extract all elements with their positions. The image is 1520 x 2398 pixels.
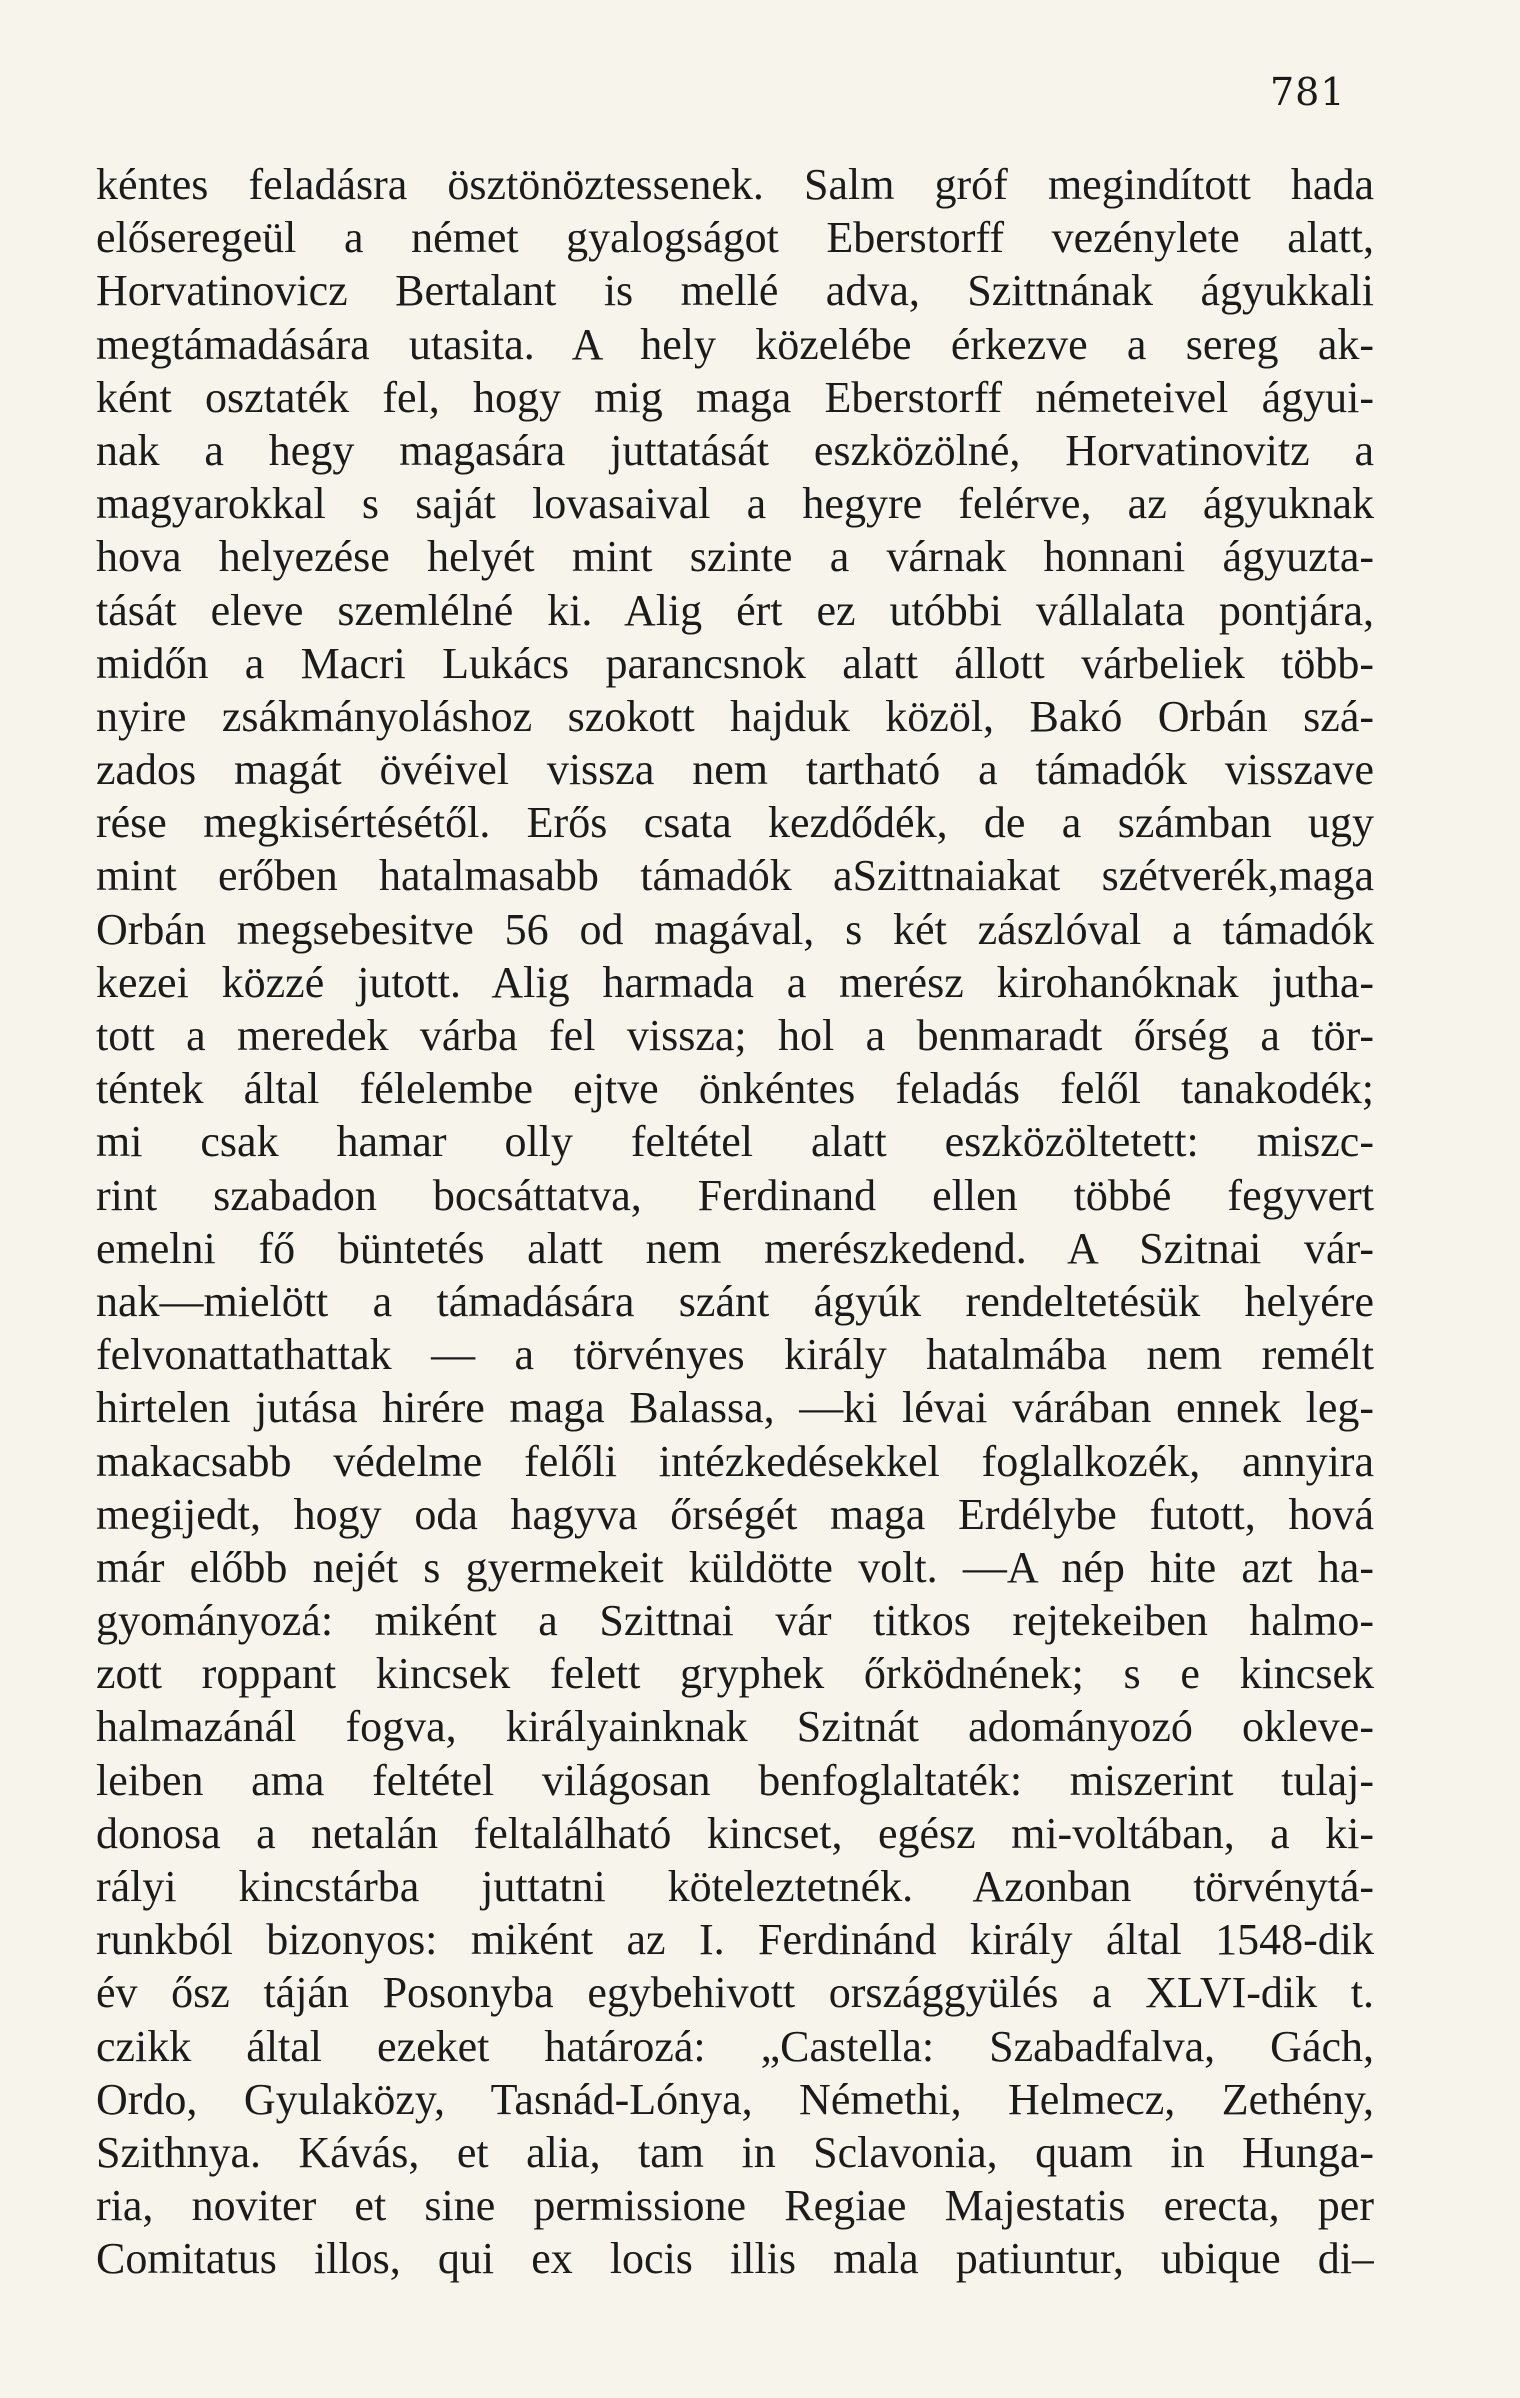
text-line: runkból bizonyos: miként az I. Ferdinánd király által 1548-dik	[96, 1915, 1374, 1965]
text-line: már előbb nejét s gyermekeit küldötte volt. —A nép hite azt ha-	[96, 1542, 1374, 1592]
text-line: mi csak hamar olly feltétel alatt eszközöltetett: miszc-	[96, 1117, 1374, 1167]
text-line: év ősz táján Posonyba egybehivott országgyülés a XLVI-dik t.	[96, 1968, 1374, 2018]
text-line: megijedt, hogy oda hagyva őrségét maga Erdélybe futott, hová	[96, 1489, 1374, 1539]
text-line: zott roppant kincsek felett gryphek őrködnének; s e kincsek	[96, 1649, 1374, 1699]
text-line: Szithnya. Kávás, et alia, tam in Sclavonia, quam in Hunga-	[96, 2127, 1374, 2177]
text-line: midőn a Macri Lukács parancsnok alatt állott várbeliek több-	[96, 638, 1374, 688]
text-line: mint erőben hatalmasabb támadók aSzittnaiakat szétverék,maga	[96, 851, 1374, 901]
text-line: tott a meredek várba fel vissza; hol a benmaradt őrség a tör-	[96, 1011, 1374, 1060]
text-line: Orbán megsebesitve 56 od magával, s két zászlóval a támadók	[96, 904, 1374, 954]
text-line: téntek által félelembe ejtve önkéntes feladás felől tanakodék;	[96, 1064, 1374, 1114]
text-line: hova helyezése helyét mint szinte a várnak honnani ágyuzta-	[96, 532, 1374, 582]
text-line: kéntes feladásra ösztönöztessenek. Salm gróf megindított hada	[96, 160, 1374, 209]
text-line: gyományozá: miként a Szittnai vár titkos rejtekeiben halmo-	[96, 1596, 1374, 1646]
text-line: Comitatus illos, qui ex locis illis mala patiuntur, ubique di–	[96, 2234, 1374, 2284]
body-text	[96, 158, 1374, 2286]
text-line: megtámadására utasita. A hely közelébe érkezve a sereg ak-	[96, 319, 1374, 369]
text-line: felvonattathattak — a törvényes király hatalmába nem remélt	[96, 1330, 1374, 1380]
text-line: donosa a netalán feltalálható kincset, egész mi-voltában, a ki-	[96, 1808, 1374, 1858]
text-line: ként osztaték fel, hogy mig maga Eberstorff németeivel ágyui-	[96, 372, 1374, 422]
text-line: halmazánál fogva, királyainknak Szitnát adományozó okleve-	[96, 1702, 1374, 1752]
text-line: makacsabb védelme felőli intézkedésekkel foglalkozék, annyira	[96, 1436, 1374, 1486]
text-line: leiben ama feltétel világosan benfoglaltaték: miszerint tulaj-	[96, 1755, 1374, 1805]
text-line: Ordo, Gyulaközy, Tasnád-Lónya, Némethi, Helmecz, Zethény,	[96, 2074, 1374, 2124]
text-line: tását eleve szemlélné ki. Alig ért ez utóbbi vállalata pontjára,	[96, 585, 1374, 635]
page-number: 781	[1270, 70, 1346, 114]
text-line: rint szabadon bocsáttatva, Ferdinand ellen többé fegyvert	[96, 1170, 1374, 1220]
text-line: Horvatinovicz Bertalant is mellé adva, Szittnának ágyukkali	[96, 266, 1374, 316]
text-line: magyarokkal s saját lovasaival a hegyre felérve, az ágyuknak	[96, 479, 1374, 529]
text-line: nak a hegy magasára juttatását eszközölné, Horvatinovitz a	[96, 425, 1374, 475]
text-line: ria, noviter et sine permissione Regiae Majestatis erecta, per	[96, 2181, 1374, 2231]
text-line: rése megkisértésétől. Erős csata kezdődék, de a számban ugy	[96, 798, 1374, 848]
text-line: hirtelen jutása hirére maga Balassa, —ki lévai várában ennek leg-	[96, 1383, 1374, 1433]
text-line: előseregeül a német gyalogságot Eberstorff vezénylete alatt,	[96, 213, 1374, 263]
text-line: rályi kincstárba juttatni köteleztetnék. Azonban törvénytá-	[96, 1862, 1374, 1911]
text-line: czikk által ezeket határozá: „Castella: Szabadfalva, Gách,	[96, 2021, 1374, 2071]
text-line: emelni fő büntetés alatt nem merészkedend. A Szitnai vár-	[96, 1223, 1374, 1273]
text-line: zados magát övéivel vissza nem tartható a támadók visszave	[96, 745, 1374, 795]
text-line: nyire zsákmányoláshoz szokott hajduk közöl, Bakó Orbán szá-	[96, 691, 1374, 741]
text-line: kezei közzé jutott. Alig harmada a merész kirohanóknak jutha-	[96, 957, 1374, 1007]
text-line: nak—mielött a támadására szánt ágyúk rendeltetésük helyére	[96, 1276, 1374, 1326]
